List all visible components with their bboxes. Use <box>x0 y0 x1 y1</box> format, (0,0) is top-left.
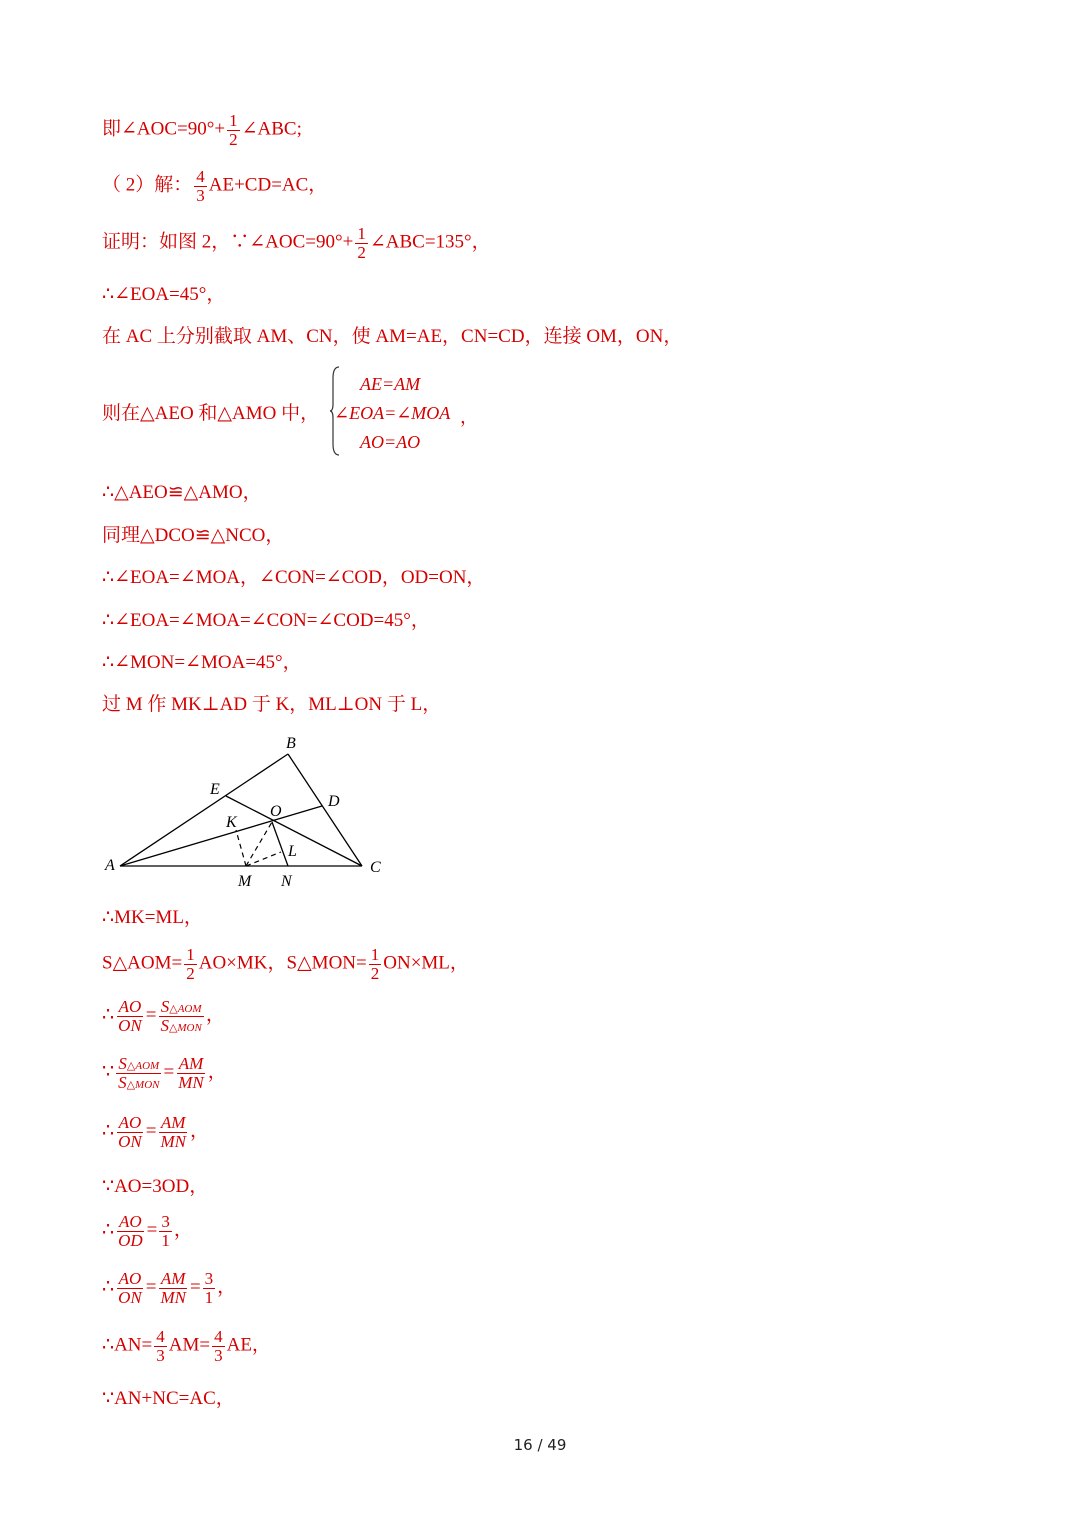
line-3 <box>102 225 491 262</box>
text: ∠ABC=135°， <box>369 231 491 253</box>
text: ON×ML， <box>383 952 469 974</box>
numerator: AM <box>160 1113 186 1132</box>
fraction <box>194 168 207 205</box>
text: 则在△AEO 和△AMO 中， <box>102 403 320 424</box>
numerator <box>159 998 204 1017</box>
text: 证明：如图 2，∵∠AOC=90°+ <box>102 231 354 253</box>
line-5: 在 AC 上分别截取 AM、CN，使 AM=AE，CN=CD，连接 OM，ON， <box>102 326 683 347</box>
numerator <box>116 1055 161 1074</box>
line-8: 同理△DCO≌△NCO， <box>102 525 285 546</box>
line-21 <box>102 1328 271 1365</box>
denominator: 2 <box>357 242 366 262</box>
segment-BC <box>288 754 362 866</box>
fraction <box>116 1055 161 1092</box>
line-17: ∴ $\frac{AO}{ON}$ = $\frac{AM}{MN}$ ， <box>102 1113 209 1151</box>
numerator: 1 <box>370 945 380 964</box>
denominator: 3 <box>196 185 205 205</box>
line-14 <box>102 946 469 983</box>
fraction <box>227 112 240 149</box>
label-C: C <box>370 859 381 876</box>
text: ∠ABC; <box>241 118 302 140</box>
fraction <box>203 1270 216 1307</box>
line-20: ∴ $\frac{AO}{ON}$ = $\frac{AM}{MN}$ = $\frac{3}{1}$ ， <box>102 1269 237 1307</box>
text: （ 2）解： <box>102 174 193 196</box>
fraction <box>116 1213 145 1250</box>
line-4: ∴∠EOA=45°， <box>102 284 226 305</box>
line-9: ∴∠EOA=∠MOA，∠CON=∠COD，OD=ON， <box>102 567 486 588</box>
denominator: 3 <box>214 1345 223 1365</box>
numerator: AO <box>118 1113 142 1132</box>
denominator: 3 <box>156 1345 165 1365</box>
denominator: 2 <box>229 129 238 149</box>
segment-OM <box>246 822 272 866</box>
s: S <box>118 1054 127 1073</box>
denominator: ON <box>118 1287 142 1307</box>
s: S <box>160 997 170 1016</box>
numerator: 4 <box>196 167 205 186</box>
line-11: ∴∠MON=∠MOA=45°， <box>102 652 302 673</box>
line-7: ∴△AEO≌△AMO， <box>102 482 262 503</box>
denominator: 2 <box>186 963 195 983</box>
denominator: 1 <box>204 1287 214 1307</box>
subscript: △AOM <box>169 1003 202 1015</box>
equation-system <box>330 366 478 458</box>
label-K: K <box>226 814 237 831</box>
line-19: ∴ $\frac{AO}{OD}$ = $\frac{3}{1}$ ， <box>102 1212 193 1250</box>
denominator: MN <box>160 1287 186 1307</box>
label-E: E <box>210 781 220 798</box>
text: AE+CD=AC， <box>208 174 328 196</box>
label-D: D <box>328 793 340 810</box>
numerator: AM <box>178 1054 204 1073</box>
subscript: △AOM <box>126 1060 160 1072</box>
numerator: 3 <box>161 1212 170 1231</box>
fraction <box>158 1114 188 1151</box>
text: ， <box>207 1061 227 1083</box>
numerator: 4 <box>156 1327 165 1346</box>
segment-AB <box>120 754 288 866</box>
segment-ML <box>246 852 281 866</box>
segment-MK <box>236 830 246 866</box>
line-10: ∴∠EOA=∠MOA=∠CON=∠COD=45°， <box>102 610 430 631</box>
fraction <box>176 1055 206 1092</box>
text: ， <box>217 1276 237 1298</box>
line-6 <box>102 404 319 423</box>
text: AE， <box>226 1334 271 1356</box>
fraction <box>355 225 368 262</box>
label-A: A <box>105 857 115 874</box>
numerator: AM <box>160 1269 186 1288</box>
label-L: L <box>288 843 297 860</box>
numerator: 3 <box>204 1269 214 1288</box>
denominator: MN <box>178 1072 204 1092</box>
denominator: OD <box>118 1230 143 1250</box>
page-number: 16 / 49 <box>513 1436 567 1454</box>
numerator: 4 <box>214 1327 223 1346</box>
denominator: 1 <box>161 1230 170 1250</box>
system-row-2: ∠EOA=∠MOA <box>334 403 451 423</box>
text: ∴ <box>102 1219 115 1241</box>
line-22: ∵AN+NC=AC， <box>102 1388 235 1409</box>
denominator <box>116 1074 161 1092</box>
line-15: ∴ $\frac{AO}{ON}$ = $\frac{\text{S△AOM}}{\text{S△MON}}$ ， <box>102 997 225 1035</box>
numerator: AO <box>118 1269 142 1288</box>
label-B: B <box>286 735 296 752</box>
denominator: ON <box>118 1131 142 1151</box>
fraction <box>116 998 144 1035</box>
line-12: 过 M 作 MK⊥AD 于 K，ML⊥ON 于 L， <box>102 694 442 715</box>
s: S <box>118 1072 127 1092</box>
system-comma: ， <box>460 407 478 427</box>
denominator: 2 <box>370 963 380 983</box>
text: S△AOM= <box>102 952 183 974</box>
text: 即∠AOC=90°+ <box>102 118 226 140</box>
fraction <box>116 1114 144 1151</box>
fraction <box>159 1213 172 1250</box>
text: ∴ <box>102 1276 115 1298</box>
text: ， <box>173 1219 193 1241</box>
fraction <box>369 946 382 983</box>
fraction <box>158 1270 188 1307</box>
numerator: 1 <box>186 945 195 964</box>
denominator: ON <box>118 1015 142 1035</box>
fraction <box>184 946 197 983</box>
text: ， <box>189 1120 209 1142</box>
system-row-1: AE=AM <box>360 374 421 394</box>
text: ∴ <box>102 1004 115 1026</box>
text: ∴ <box>102 1120 115 1142</box>
line-18: ∵AO=3OD， <box>102 1176 209 1197</box>
geometry-figure <box>100 728 390 888</box>
text: ， <box>205 1004 225 1026</box>
fraction <box>158 998 203 1035</box>
text: AO×MK，S△MON= <box>198 952 367 974</box>
fraction <box>212 1328 225 1365</box>
label-N: N <box>281 873 292 888</box>
label-O: O <box>270 803 282 820</box>
fraction <box>154 1328 167 1365</box>
text: AM= <box>168 1334 211 1356</box>
numerator: 1 <box>357 224 366 243</box>
text: ∴AN= <box>102 1334 153 1356</box>
subscript: △MON <box>126 1078 160 1091</box>
system-row-3: AO=AO <box>360 432 421 452</box>
s: S <box>160 1015 169 1035</box>
numerator: AO <box>119 1212 142 1231</box>
line-16: ∵ $\frac{\text{S△AOM}}{\text{S△MON}}$ = $\frac{AM}{MN}$ ， <box>102 1054 227 1092</box>
line-13: ∴MK=ML， <box>102 907 203 928</box>
fraction <box>116 1270 144 1307</box>
text: ∵ <box>102 1061 115 1083</box>
line-1 <box>102 112 302 149</box>
label-M: M <box>238 873 252 888</box>
numerator: 1 <box>229 111 238 130</box>
segment-ON <box>272 822 288 866</box>
line-2 <box>102 168 327 205</box>
subscript: △MON <box>168 1021 202 1034</box>
denominator <box>158 1017 203 1035</box>
numerator: AO <box>118 997 142 1016</box>
denominator: MN <box>160 1131 186 1151</box>
